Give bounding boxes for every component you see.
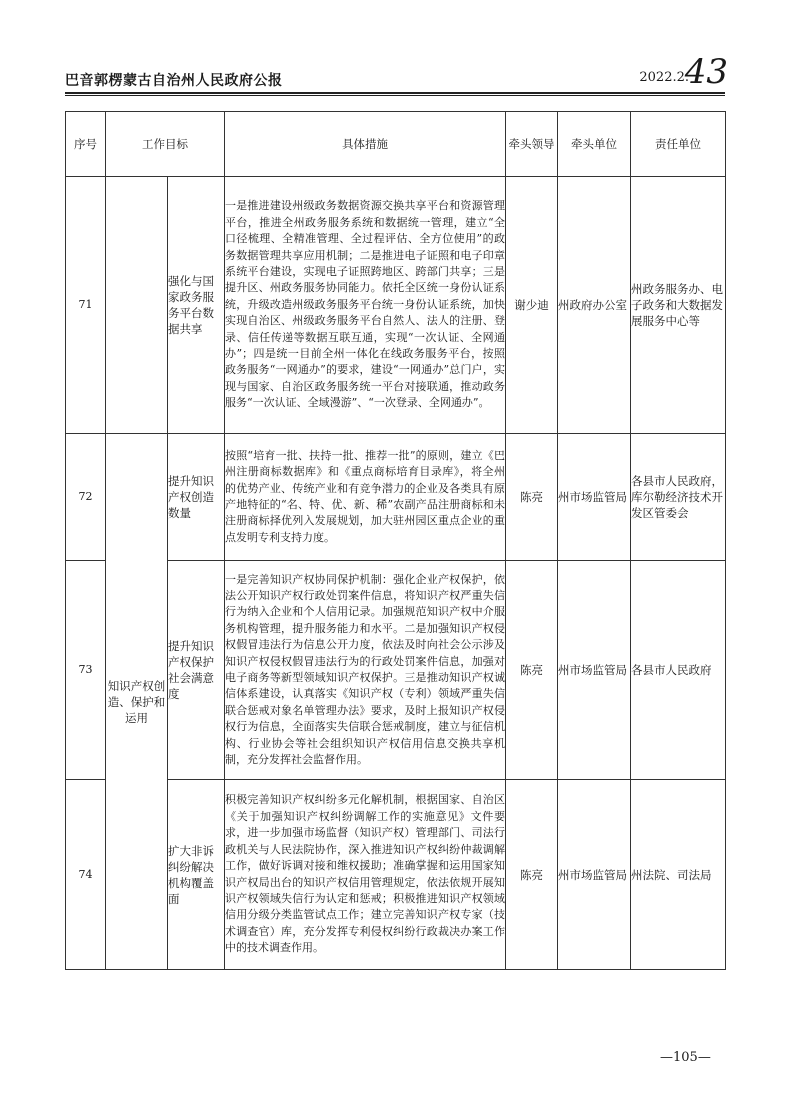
lead-cell: 陈亮 [506,561,558,780]
publication-title: 巴音郭楞蒙古自治州人民政府公报 [65,73,283,89]
header-lead: 牵头领导 [506,112,558,177]
category-cell [106,177,168,434]
header-goal: 工作目标 [106,112,225,177]
resp-unit-cell: 州法院、司法局 [631,780,726,970]
header-rule-thin [65,95,725,96]
measure-cell: 一是推进建设州级政务数据资源交换共享平台和资源管理平台，推进全州政务服务系统和数据统一管理，建立“全口径梳理、全精准管理、全过程评估、全方位使用”的政务数据管理共享应用机制；二是推进电子证照和电子印章系统平台建设，实现电子证照跨地区、跨部门共享；三是提升区、州政务服务协同能力。依托全区统一身份认证系统，升级改造州级政务服务平台统一身份认证系统，加快实现自治区、州级政务服务平台自然人、法人的注册、登录、信任传递等数据互联互通，实现“一次认证、全网通办”；四是统一目前全州一体化在线政务服务平台，按照政务服务“一网通办”的要求，建设“一网通办”总门户，实现与国家、自治区政务服务统一平台对接联通，推动政务服务“一次认证、全域漫游”、“一次登录、全网通办”。 [225,177,506,434]
lead-cell: 陈亮 [506,780,558,970]
measure-cell: 积极完善知识产权纠纷多元化解机制，根据国家、自治区《关于加强知识产权纠纷调解工作的实施意见》文件要求，进一步加强市场监督（知识产权）管理部门、司法行政机关与人民法院协作，深入推进知识产权纠纷仲裁调解工作，做好诉调对接和维权援助；准确掌握和运用国家知识产权局出台的知识产权信用管理规定，依法依规开展知识产权领域失信行为认定和惩戒；积极推进知识产权领域信用分级分类监管试点工作；建立完善知识产权专家（技术调查官）库，充分发挥专利侵权纠纷行政裁决办案工作中的技术调查作用。 [225,780,506,970]
header-resp-unit: 责任单位 [631,112,726,177]
resp-unit-cell: 各县市人民政府，库尔勒经济技术开发区管委会 [631,434,726,561]
resp-unit-cell: 州政务服务办、电子政务和大数据发展服务中心等 [631,177,726,434]
row-number: 71 [66,177,106,434]
row-number: 74 [66,780,106,970]
issue-number: 43 [684,52,728,92]
goal-cell: 强化与国家政务服务平台数据共享 [168,177,225,434]
lead-cell: 陈亮 [506,434,558,561]
lead-unit-cell: 州市场监管局 [558,434,631,561]
row-number: 72 [66,434,106,561]
page-number: —105— [660,1050,711,1065]
work-plan-table [65,111,726,970]
lead-cell: 谢少迪 [506,177,558,434]
table-header-row [66,112,726,177]
table-row [66,434,726,561]
table-row [66,177,726,434]
header-seq: 序号 [66,112,106,177]
lead-unit-cell: 州市场监管局 [558,780,631,970]
header-measure: 具体措施 [225,112,506,177]
lead-unit-cell: 州政府办公室 [558,177,631,434]
measure-cell: 一是完善知识产权协同保护机制：强化企业产权保护，依法公开知识产权行政处罚案件信息，将知识产权严重失信行为纳入企业和个人信用记录。加强规范知识产权中介服务机构管理，提升服务能力和水平。二是加强知识产权侵权假冒违法行为信息公开力度，依法及时向社会公示涉及知识产权侵权假冒违法行为的行政处罚案件信息，加强对电子商务等新型领域知识产权保护。三是推动知识产权诚信体系建设，认真落实《知识产权（专利）领域严重失信联合惩戒对象名单管理办法》要求，及时上报知识产权侵权行为信息，全面落实失信联合惩戒制度，建立与征信机构、行业协会等社会组织知识产权信用信息交换共享机制，充分发挥社会监督作用。 [225,561,506,780]
goal-cell: 提升知识产权保护社会满意度 [168,561,225,780]
measure-cell: 按照“培育一批、扶持一批、推荐一批”的原则，建立《巴州注册商标数据库》和《重点商标培育目录库》，将全州的优势产业、传统产业和有竞争潜力的企业及各类具有原产地特征的“名、特、优、新、稀”农副产品注册商标和未注册商标择优列入发展规划，加大驻州园区重点企业的重点发明专利支持力度。 [225,434,506,561]
resp-unit-cell: 各县市人民政府 [631,561,726,780]
row-number: 73 [66,561,106,780]
publication-date: 2022.2. [639,70,689,85]
header-lead-unit: 牵头单位 [558,112,631,177]
category-cell: 知识产权创造、保护和运用 [106,434,168,970]
goal-cell: 提升知识产权创造数量 [168,434,225,561]
header-rule [65,92,725,94]
goal-cell: 扩大非诉纠纷解决机构覆盖面 [168,780,225,970]
lead-unit-cell: 州市场监管局 [558,561,631,780]
